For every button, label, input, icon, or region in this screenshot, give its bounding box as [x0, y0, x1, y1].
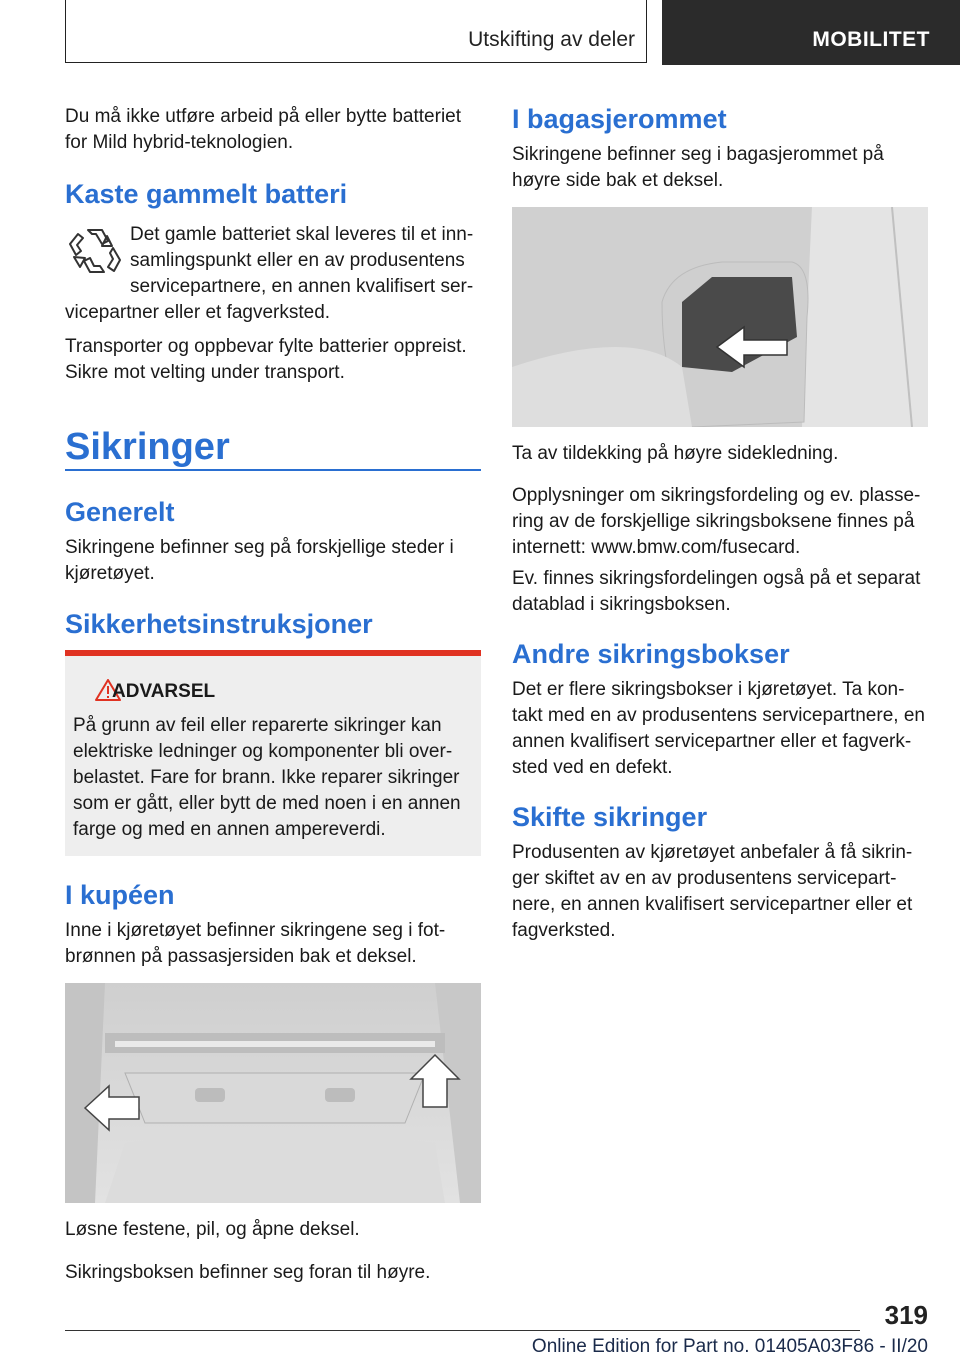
text-line: Ev. finnes sikringsfordelingen også på et separat	[512, 568, 921, 589]
heading-kaste-batteri: Kaste gammelt batteri	[65, 179, 348, 209]
text-line: som er gått, eller bytt de med noen i en annen	[73, 793, 461, 814]
battery-continuation: vicepartner eller et fagverksted.	[65, 302, 331, 323]
warning-text	[73, 713, 461, 843]
heading-skifte-sikringer: Skifte sikringer	[512, 802, 708, 832]
text-line: datablad i sikringsboksen.	[512, 594, 731, 615]
trunk-caption: Ta av tildekking på høyre sidekledning.	[512, 443, 839, 464]
text-line: for Mild hybrid-teknologien.	[65, 132, 294, 153]
battery-indented-paragraph	[130, 222, 473, 300]
general-paragraph	[65, 535, 454, 587]
text-line: Opplysninger om sikringsfordeling og ev. plasse-	[512, 485, 921, 506]
text-line: takt med en av produsentens servicepartnere, en	[512, 705, 925, 726]
cabin-paragraph	[65, 918, 445, 970]
text-line: høyre side bak et deksel.	[512, 170, 724, 191]
cabin-caption: Løsne festene, pil, og åpne deksel.	[65, 1219, 360, 1240]
text-line: sted ved en defekt.	[512, 757, 673, 778]
info-paragraph-2	[512, 566, 920, 618]
text-line: Inne i kjøretøyet befinner sikringene seg i fot-	[65, 920, 446, 941]
text-line: ring av de forskjellige sikringsboksene finnes på	[512, 511, 915, 532]
text-line: brønnen på passasjersiden bak et deksel.	[65, 946, 417, 967]
footwell-illustration	[65, 983, 481, 1203]
text-line: På grunn av feil eller reparerte sikringer kan	[73, 715, 442, 736]
text-line: Sikre mot velting under transport.	[65, 362, 345, 383]
title-sikringer: Sikringer	[65, 426, 230, 468]
cabin-fusebox-image	[65, 983, 481, 1203]
text-line: kjøretøyet.	[65, 563, 155, 584]
trunk-paragraph	[512, 142, 884, 194]
text-line: Du må ikke utføre arbeid på eller bytte batteriet	[65, 106, 462, 127]
text-line: Produsenten av kjøretøyet anbefaler å få sikrin-	[512, 842, 913, 863]
header-chapter-tab	[662, 0, 960, 65]
text-line: ger skiftet av en av produsentens servicepart-	[512, 868, 897, 889]
heading-bagasjerommet: I bagasjerommet	[512, 104, 727, 134]
heading-generelt: Generelt	[65, 497, 175, 527]
header-section-title: Utskifting av deler	[468, 28, 635, 51]
text-line: elektriske ledninger og komponenter bli over-	[73, 741, 453, 762]
text-line: Det gamle batteriet skal leveres til et inn-	[130, 224, 474, 245]
heading-kupeen: I kupéen	[65, 880, 175, 910]
text-line: nere, en annen kvalifisert servicepartner eller et	[512, 894, 913, 915]
trunk-illustration	[512, 207, 928, 427]
text-line: annen kvalifisert servicepartner eller et fagverk-	[512, 731, 912, 752]
text-line: Sikringene befinner seg i bagasjerommet på	[512, 144, 884, 165]
recycle-icon	[66, 222, 124, 280]
cabin-note: Sikringsboksen befinner seg foran til høyre.	[65, 1262, 431, 1283]
warning-label: ADVARSEL	[112, 681, 216, 702]
text-line: Det er flere sikringsbokser i kjøretøyet. Ta kon-	[512, 679, 905, 700]
change-paragraph	[512, 840, 912, 944]
other-paragraph	[512, 677, 925, 781]
trunk-panel-image	[512, 207, 928, 427]
text-line: farge og med en annen ampereverdi.	[73, 819, 386, 840]
header-chapter-label: MOBILITET	[812, 28, 930, 51]
heading-andre-sikringsbokser: Andre sikringsbokser	[512, 639, 790, 669]
text-line: internett: www.bmw.com/fusecard.	[512, 537, 801, 558]
text-line: servicepartnere, en annen kvalifisert ser-	[130, 276, 474, 297]
intro-paragraph	[65, 104, 461, 156]
footer-rule	[65, 1330, 860, 1331]
info-paragraph-1	[512, 483, 920, 561]
title-underline	[65, 469, 481, 471]
footer-edition-text: Online Edition for Part no. 01405A03F86 - II/20	[531, 1336, 928, 1357]
text-line: belastet. Fare for brann. Ikke reparer sikringer	[73, 767, 460, 788]
text-line: fagverksted.	[512, 920, 616, 941]
text-line: Sikringene befinner seg på forskjellige steder i	[65, 537, 454, 558]
page-number: 319	[884, 1300, 928, 1330]
battery-transport-paragraph	[65, 334, 467, 386]
text-line: samlingspunkt eller en av produsentens	[130, 250, 465, 271]
warning-box	[65, 650, 481, 856]
text-line: Transporter og oppbevar fylte batterier oppreist.	[65, 336, 467, 357]
heading-sikkerhet: Sikkerhetsinstruksjoner	[65, 609, 373, 639]
